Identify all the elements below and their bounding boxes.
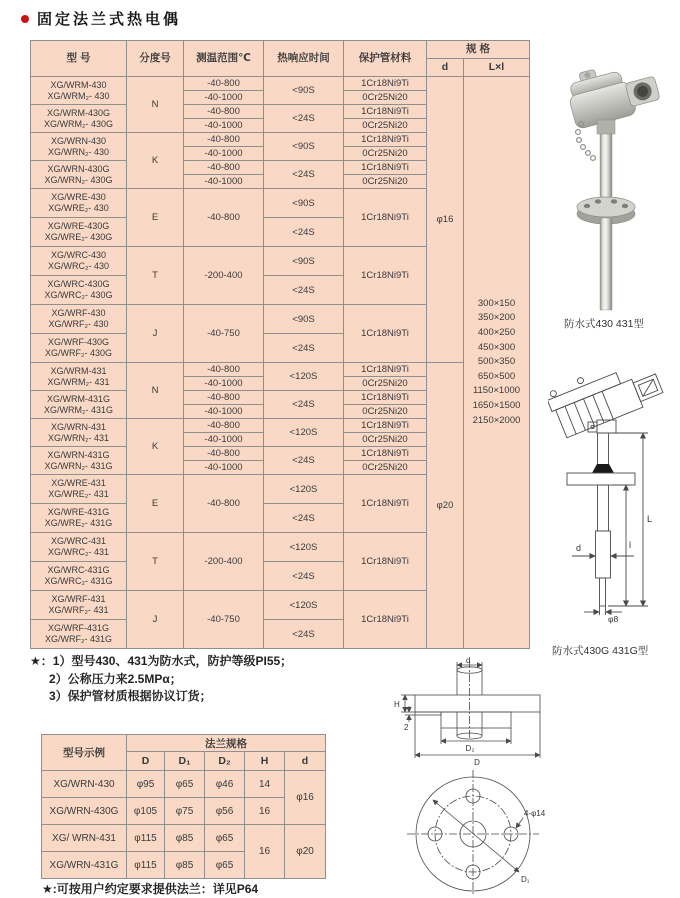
cell-model: XG/WRN-430G	[42, 798, 127, 825]
model-line: XG/WRN-430	[50, 135, 106, 146]
cell-range: -40-800	[184, 77, 264, 91]
cell-model	[31, 533, 127, 562]
cell-range: -200-400	[184, 533, 264, 591]
star-prefix: ★：	[30, 654, 53, 668]
cell-model	[31, 276, 127, 305]
cell-material: 1Cr18Ni9Ti	[344, 447, 427, 461]
cell-D1: φ65	[165, 771, 205, 798]
cell-d: φ20	[427, 363, 464, 649]
cell-model	[31, 133, 127, 161]
cell-D: φ115	[127, 852, 165, 879]
cell-model	[31, 391, 127, 419]
model-line: XG/WRC-430G	[47, 279, 110, 290]
model-line: XG/WRE₂- 430	[48, 203, 109, 213]
cell-model	[31, 247, 127, 276]
model-line: XG/WRC₂- 430G	[44, 290, 113, 300]
cell-response: <24S	[264, 276, 344, 305]
cell-D2: φ65	[205, 825, 245, 852]
size-item: 350×200	[477, 312, 516, 324]
size-item: 500×350	[477, 356, 516, 368]
table-header-row	[42, 735, 326, 752]
cell-d: φ20	[285, 825, 326, 879]
header-material: 保护管材料	[344, 41, 427, 77]
model-line: XG/WRE₂- 431	[48, 489, 109, 499]
model-line: XG/WRF-430G	[47, 337, 109, 348]
model-line: XG/WRF-430	[51, 308, 106, 319]
cell-range: -40-1000	[184, 175, 264, 189]
cell-index: T	[127, 247, 184, 305]
header-lxl: L×l	[464, 59, 530, 77]
cell-D: φ95	[127, 771, 165, 798]
label-bolt-holes: 4-φ14	[524, 809, 546, 818]
cell-range: -40-1000	[184, 461, 264, 475]
header-D2: D₂	[205, 752, 245, 771]
cell-response: <24S	[264, 620, 344, 649]
cell-material: 1Cr18Ni9Ti	[344, 475, 427, 533]
cell-response: <24S	[264, 218, 344, 247]
model-line: XG/WRM-431	[50, 365, 107, 376]
cell-model	[31, 620, 127, 649]
model-line: XG/WRM₂- 431	[47, 376, 110, 387]
cell-index: N	[127, 77, 184, 133]
size-item: 400×250	[477, 327, 516, 339]
size-item: 450×300	[477, 341, 516, 353]
thermocouple-photo	[557, 60, 677, 313]
model-line: XG/WRE-431	[51, 478, 106, 489]
model-line: XG/WRN₂- 430	[47, 146, 109, 157]
model-line: XG/WRN-431G	[47, 449, 110, 460]
cell-response: <90S	[264, 77, 344, 105]
cell-range: -200-400	[184, 247, 264, 305]
drawing-caption: 防水式430G 431G型	[552, 645, 649, 657]
model-line: XG/WRF₂- 430G	[44, 348, 112, 358]
table-row	[31, 77, 530, 91]
model-line: XG/WRM₂- 431G	[43, 404, 113, 415]
cell-model	[31, 562, 127, 591]
cell-material: 0Cr25Ni20	[344, 377, 427, 391]
cell-material: 1Cr18Ni9Ti	[344, 189, 427, 247]
model-line: XG/WRF₂- 431	[48, 605, 109, 615]
header-range: 测温范围℃	[184, 41, 264, 77]
cell-range: -40-800	[184, 189, 264, 247]
cell-material: 1Cr18Ni9Ti	[344, 105, 427, 119]
header-index: 分度号	[127, 41, 184, 77]
cell-material: 0Cr25Ni20	[344, 91, 427, 105]
size-item: 1150×1000	[472, 385, 521, 397]
cell-range: -40-800	[184, 475, 264, 533]
cell-model	[31, 105, 127, 133]
cell-index: E	[127, 475, 184, 533]
dim-label-l: l	[629, 540, 631, 550]
cell-range: -40-800	[184, 447, 264, 461]
cell-model	[31, 161, 127, 189]
model-line: XG/WRM-430G	[46, 107, 110, 118]
cell-range: -40-1000	[184, 405, 264, 419]
model-line: XG/WRE₂- 430G	[44, 232, 113, 242]
cell-D1: φ75	[165, 798, 205, 825]
header-spec: 规 格	[427, 41, 530, 59]
cell-D1: φ85	[165, 852, 205, 879]
header-model: 型 号	[31, 41, 127, 77]
note-line: 2）公称压力来2.5MPα；	[49, 671, 182, 686]
model-line: XG/WRC₂- 431G	[44, 576, 113, 586]
header-model-example: 型号示例	[42, 735, 127, 771]
cell-D: φ105	[127, 798, 165, 825]
header-D: D	[127, 752, 165, 771]
cell-model: XG/ WRN-431	[42, 825, 127, 852]
cell-material: 1Cr18Ni9Ti	[344, 133, 427, 147]
header-flange-spec: 法兰规格	[127, 735, 326, 752]
cell-response: <120S	[264, 475, 344, 504]
cell-material: 0Cr25Ni20	[344, 405, 427, 419]
cell-range: -40-750	[184, 591, 264, 649]
cell-D2: φ65	[205, 852, 245, 879]
cell-d: φ16	[427, 77, 464, 363]
cell-response: <24S	[264, 334, 344, 363]
cell-D: φ115	[127, 825, 165, 852]
model-line: XG/WRE-430	[51, 192, 106, 203]
cell-model: XG/WRN-430	[42, 771, 127, 798]
cell-response: <24S	[264, 447, 344, 475]
model-line: XG/WRN₂- 431	[47, 432, 109, 443]
cell-response: <120S	[264, 533, 344, 562]
cell-model	[31, 591, 127, 620]
note-line: 3）保护管材质根据协议订货；	[49, 689, 212, 703]
dim-label-phi8: φ8	[608, 614, 619, 624]
cell-material: 1Cr18Ni9Ti	[344, 161, 427, 175]
model-line: XG/WRC₂- 430	[47, 261, 109, 271]
cell-material: 1Cr18Ni9Ti	[344, 305, 427, 363]
cell-model	[31, 77, 127, 105]
size-item: 650×500	[477, 370, 516, 382]
cell-response: <90S	[264, 189, 344, 218]
table-row	[42, 771, 326, 798]
dim-label-H: H	[394, 700, 400, 709]
cell-material: 1Cr18Ni9Ti	[344, 77, 427, 91]
cell-range: -40-800	[184, 419, 264, 433]
cell-model	[31, 189, 127, 218]
model-line: XG/WRE-431G	[47, 507, 110, 518]
flange-drawing	[393, 656, 680, 896]
cell-range: -40-800	[184, 391, 264, 405]
model-line: XG/WRE-430G	[47, 221, 110, 232]
cell-index: K	[127, 419, 184, 475]
cell-response: <90S	[264, 305, 344, 334]
cell-material: 0Cr25Ni20	[344, 147, 427, 161]
dim-label-D1: D₁	[521, 875, 530, 884]
cell-material: 0Cr25Ni20	[344, 119, 427, 133]
dim-label-2: 2	[404, 723, 409, 732]
cell-index: K	[127, 133, 184, 189]
cell-material: 1Cr18Ni9Ti	[344, 391, 427, 405]
header-response: 热响应时间	[264, 41, 344, 77]
dim-label-d: d	[576, 543, 582, 553]
cell-response: <24S	[264, 391, 344, 419]
header-H: H	[245, 752, 285, 771]
cell-index: J	[127, 305, 184, 363]
cell-material: 0Cr25Ni20	[344, 175, 427, 189]
cell-H: 16	[245, 825, 285, 879]
cell-range: -40-800	[184, 133, 264, 147]
cell-index: T	[127, 533, 184, 591]
cell-H: 14	[245, 771, 285, 798]
photo-caption: 防水式430 431型	[564, 318, 644, 330]
dim-label-L: L	[647, 514, 653, 524]
cell-model	[31, 363, 127, 391]
cell-model: XG/WRN-431G	[42, 852, 127, 879]
cell-range: -40-1000	[184, 119, 264, 133]
cell-d: φ16	[285, 771, 326, 825]
cell-model	[31, 504, 127, 533]
model-line: XG/WRN₂- 430G	[44, 174, 113, 185]
model-line: XG/WRM-430	[50, 79, 107, 90]
page-title: 固定法兰式热电偶	[37, 11, 182, 28]
cell-material: 1Cr18Ni9Ti	[344, 363, 427, 377]
cell-material: 0Cr25Ni20	[344, 433, 427, 447]
cell-material: 0Cr25Ni20	[344, 461, 427, 475]
cell-H: 16	[245, 798, 285, 825]
header-D1: D₁	[165, 752, 205, 771]
size-item: 1650×1500	[472, 399, 521, 411]
flange-table	[41, 734, 326, 879]
cell-range: -40-1000	[184, 147, 264, 161]
cell-range: -40-750	[184, 305, 264, 363]
model-line: XG/WRM-431G	[46, 393, 110, 404]
cell-response: <120S	[264, 591, 344, 620]
cell-range: -40-1000	[184, 91, 264, 105]
cell-index: N	[127, 363, 184, 419]
header-d: d	[427, 59, 464, 77]
cell-model	[31, 419, 127, 447]
cell-response: <24S	[264, 161, 344, 189]
model-line: XG/WRN-430G	[47, 163, 110, 174]
cell-response: <120S	[264, 363, 344, 391]
model-line: XG/WRC-431G	[47, 565, 110, 576]
cell-model	[31, 475, 127, 504]
cell-response: <24S	[264, 105, 344, 133]
cell-response: <120S	[264, 419, 344, 447]
cell-index: J	[127, 591, 184, 649]
cell-response: <24S	[264, 504, 344, 533]
cell-response: <90S	[264, 247, 344, 276]
table-row	[31, 363, 530, 377]
cell-response: <24S	[264, 562, 344, 591]
cell-material: 1Cr18Ni9Ti	[344, 591, 427, 649]
table-row	[42, 798, 326, 825]
cell-index: E	[127, 189, 184, 247]
cell-range: -40-1000	[184, 433, 264, 447]
header-d: d	[285, 752, 326, 771]
cell-response: <90S	[264, 133, 344, 161]
cell-range: -40-800	[184, 105, 264, 119]
flange-footnote: ★:可按用户约定要求提供法兰：详见P64	[42, 882, 259, 896]
cell-range: -40-800	[184, 161, 264, 175]
dim-label-D2: D₂	[465, 744, 475, 753]
model-line: XG/WRC-430	[50, 250, 106, 261]
size-item: 2150×2000	[472, 414, 521, 426]
cell-D2: φ56	[205, 798, 245, 825]
cell-model	[31, 218, 127, 247]
cell-range: -40-1000	[184, 377, 264, 391]
note-text: 1）型号430、431为防水式，防护等级PI55；	[52, 654, 293, 668]
model-line: XG/WRF₂- 431G	[44, 634, 112, 644]
cell-model	[31, 305, 127, 334]
dim-label-d: d	[466, 656, 471, 665]
model-line: XG/WRN₂- 431G	[44, 460, 113, 471]
dim-label-D: D	[474, 758, 480, 767]
cell-material: 1Cr18Ni9Ti	[344, 247, 427, 305]
cell-model	[31, 447, 127, 475]
cell-range: -40-800	[184, 363, 264, 377]
model-line: XG/WRM₂- 430G	[43, 118, 113, 129]
model-line: XG/WRC₂- 431	[47, 547, 109, 557]
table-header-row	[31, 41, 530, 59]
table-row	[42, 825, 326, 852]
size-item: 300×150	[477, 297, 516, 309]
model-line: XG/WRF₂- 430	[48, 319, 109, 329]
page-title-row	[21, 8, 181, 29]
notes	[30, 653, 292, 706]
cell-material: 1Cr18Ni9Ti	[344, 419, 427, 433]
spec-table	[30, 40, 530, 649]
model-line: XG/WRN-431	[50, 421, 106, 432]
cell-material: 1Cr18Ni9Ti	[344, 533, 427, 591]
model-line: XG/WRF-431G	[47, 623, 109, 634]
cell-sizes	[464, 77, 530, 649]
cell-D2: φ46	[205, 771, 245, 798]
model-line: XG/WRM₂- 430	[47, 90, 110, 101]
model-line: XG/WRE₂- 431G	[44, 518, 113, 528]
model-line: XG/WRC-431	[50, 536, 106, 547]
note-line	[30, 653, 292, 671]
model-line: XG/WRF-431	[51, 594, 106, 605]
red-bullet-icon	[21, 15, 29, 23]
cell-model	[31, 334, 127, 363]
cell-D1: φ85	[165, 825, 205, 852]
thermocouple-drawing	[548, 366, 680, 640]
